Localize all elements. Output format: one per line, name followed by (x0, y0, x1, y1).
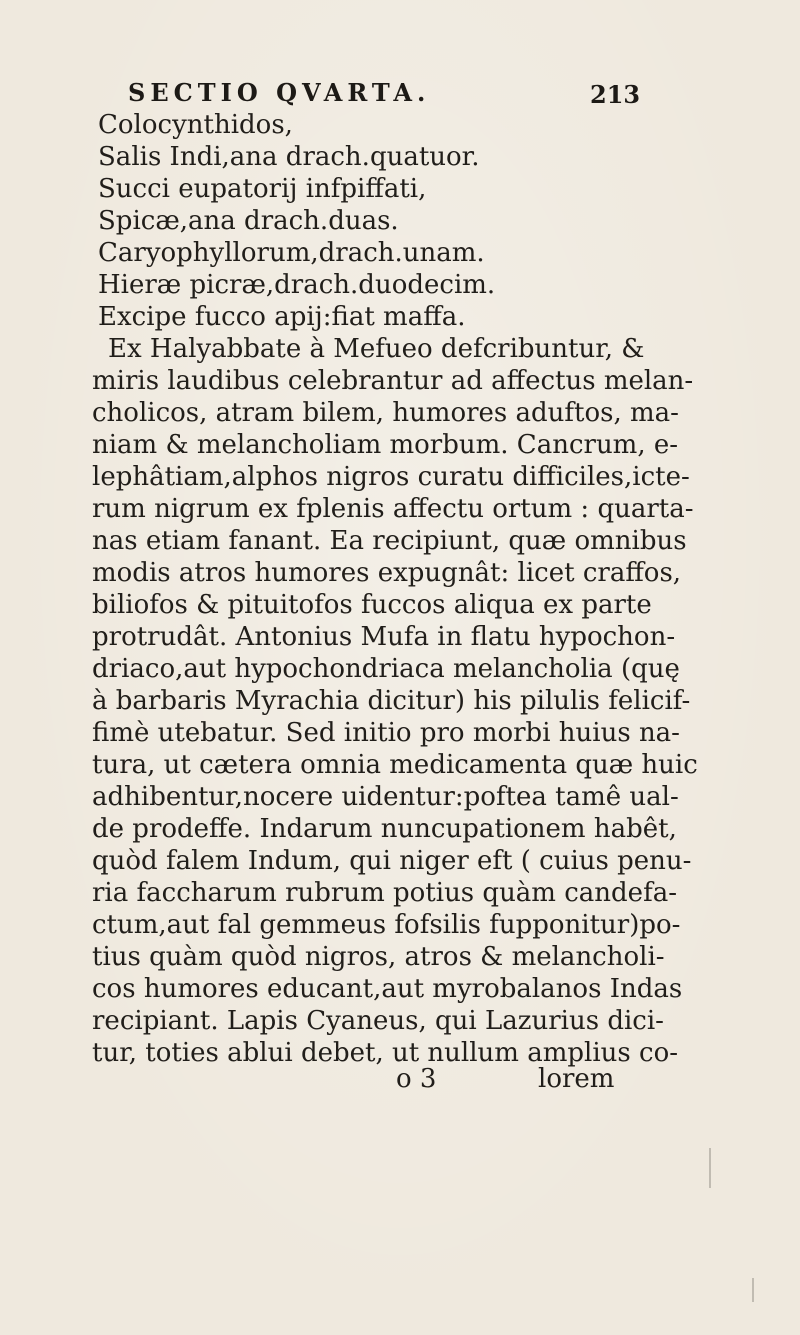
text-line: niam & melancholiam morbum. Cancrum, e- (92, 430, 679, 460)
text-line: driaco,aut hypochondriaca melancholia (quę (92, 654, 680, 684)
text-line: ctum,aut fal gemmeus fofsilis fupponitur)po- (92, 910, 681, 940)
text-line: Colocynthidos, (98, 110, 293, 140)
text-line: Succi eupatorij infpiffati, (98, 174, 427, 204)
paper-mark (752, 1278, 754, 1302)
running-head: SECTIO QVARTA. (128, 78, 431, 107)
text-line: Salis Indi,ana drach.quatuor. (98, 142, 480, 172)
text-line: Caryophyllorum,drach.unam. (98, 238, 485, 268)
signature-mark: o 3 (396, 1064, 437, 1094)
text-line: Hieræ picræ,drach.duodecim. (98, 270, 496, 300)
text-line: tura, ut cætera omnia medicamenta quæ huic (92, 750, 698, 780)
text-line: biliofos & pituitofos fuccos aliqua ex parte (92, 590, 652, 620)
text-line: Excipe fucco apij:fiat maffa. (98, 302, 466, 332)
text-line: Ex Halyabbate à Mefueo defcribuntur, & (108, 334, 645, 364)
text-line: modis atros humores expugnât: licet craffos, (92, 558, 682, 588)
text-line: recipiant. Lapis Cyaneus, qui Lazurius dici- (92, 1006, 664, 1036)
text-line: cos humores educant,aut myrobalanos Indas (92, 974, 683, 1004)
page-number: 213 (590, 80, 641, 109)
text-line: tius quàm quòd nigros, atros & melancholi- (92, 942, 665, 972)
text-line: à barbaris Myrachia dicitur) his pilulis felicif- (92, 686, 691, 716)
text-line: fimè utebatur. Sed initio pro morbi huius na- (92, 718, 680, 748)
catchword: lorem (538, 1064, 615, 1094)
text-line: ria faccharum rubrum potius quàm candefa- (92, 878, 677, 908)
text-line: miris laudibus celebrantur ad affectus melan- (92, 366, 694, 396)
text-line: rum nigrum ex fplenis affectu ortum : quarta- (92, 494, 694, 524)
text-line: lephâtiam,alphos nigros curatu difficiles,icte- (92, 462, 690, 492)
text-line: adhibentur,nocere uidentur:poftea tamê ual- (92, 782, 679, 812)
text-line: de prodeffe. Indarum nuncupationem habêt, (92, 814, 677, 844)
text-line: quòd falem Indum, qui niger eft ( cuius penu- (92, 846, 692, 876)
text-line: nas etiam fanant. Ea recipiunt, quæ omnibus (92, 526, 687, 556)
text-line: tur, toties ablui debet, ut nullum amplius co- (92, 1038, 679, 1068)
text-line: cholicos, atram bilem, humores aduftos, ma- (92, 398, 679, 428)
paper-mark (709, 1148, 711, 1188)
text-line: protrudât. Antonius Mufa in flatu hypochon- (92, 622, 676, 652)
text-line: Spicæ,ana drach.duas. (98, 206, 399, 236)
